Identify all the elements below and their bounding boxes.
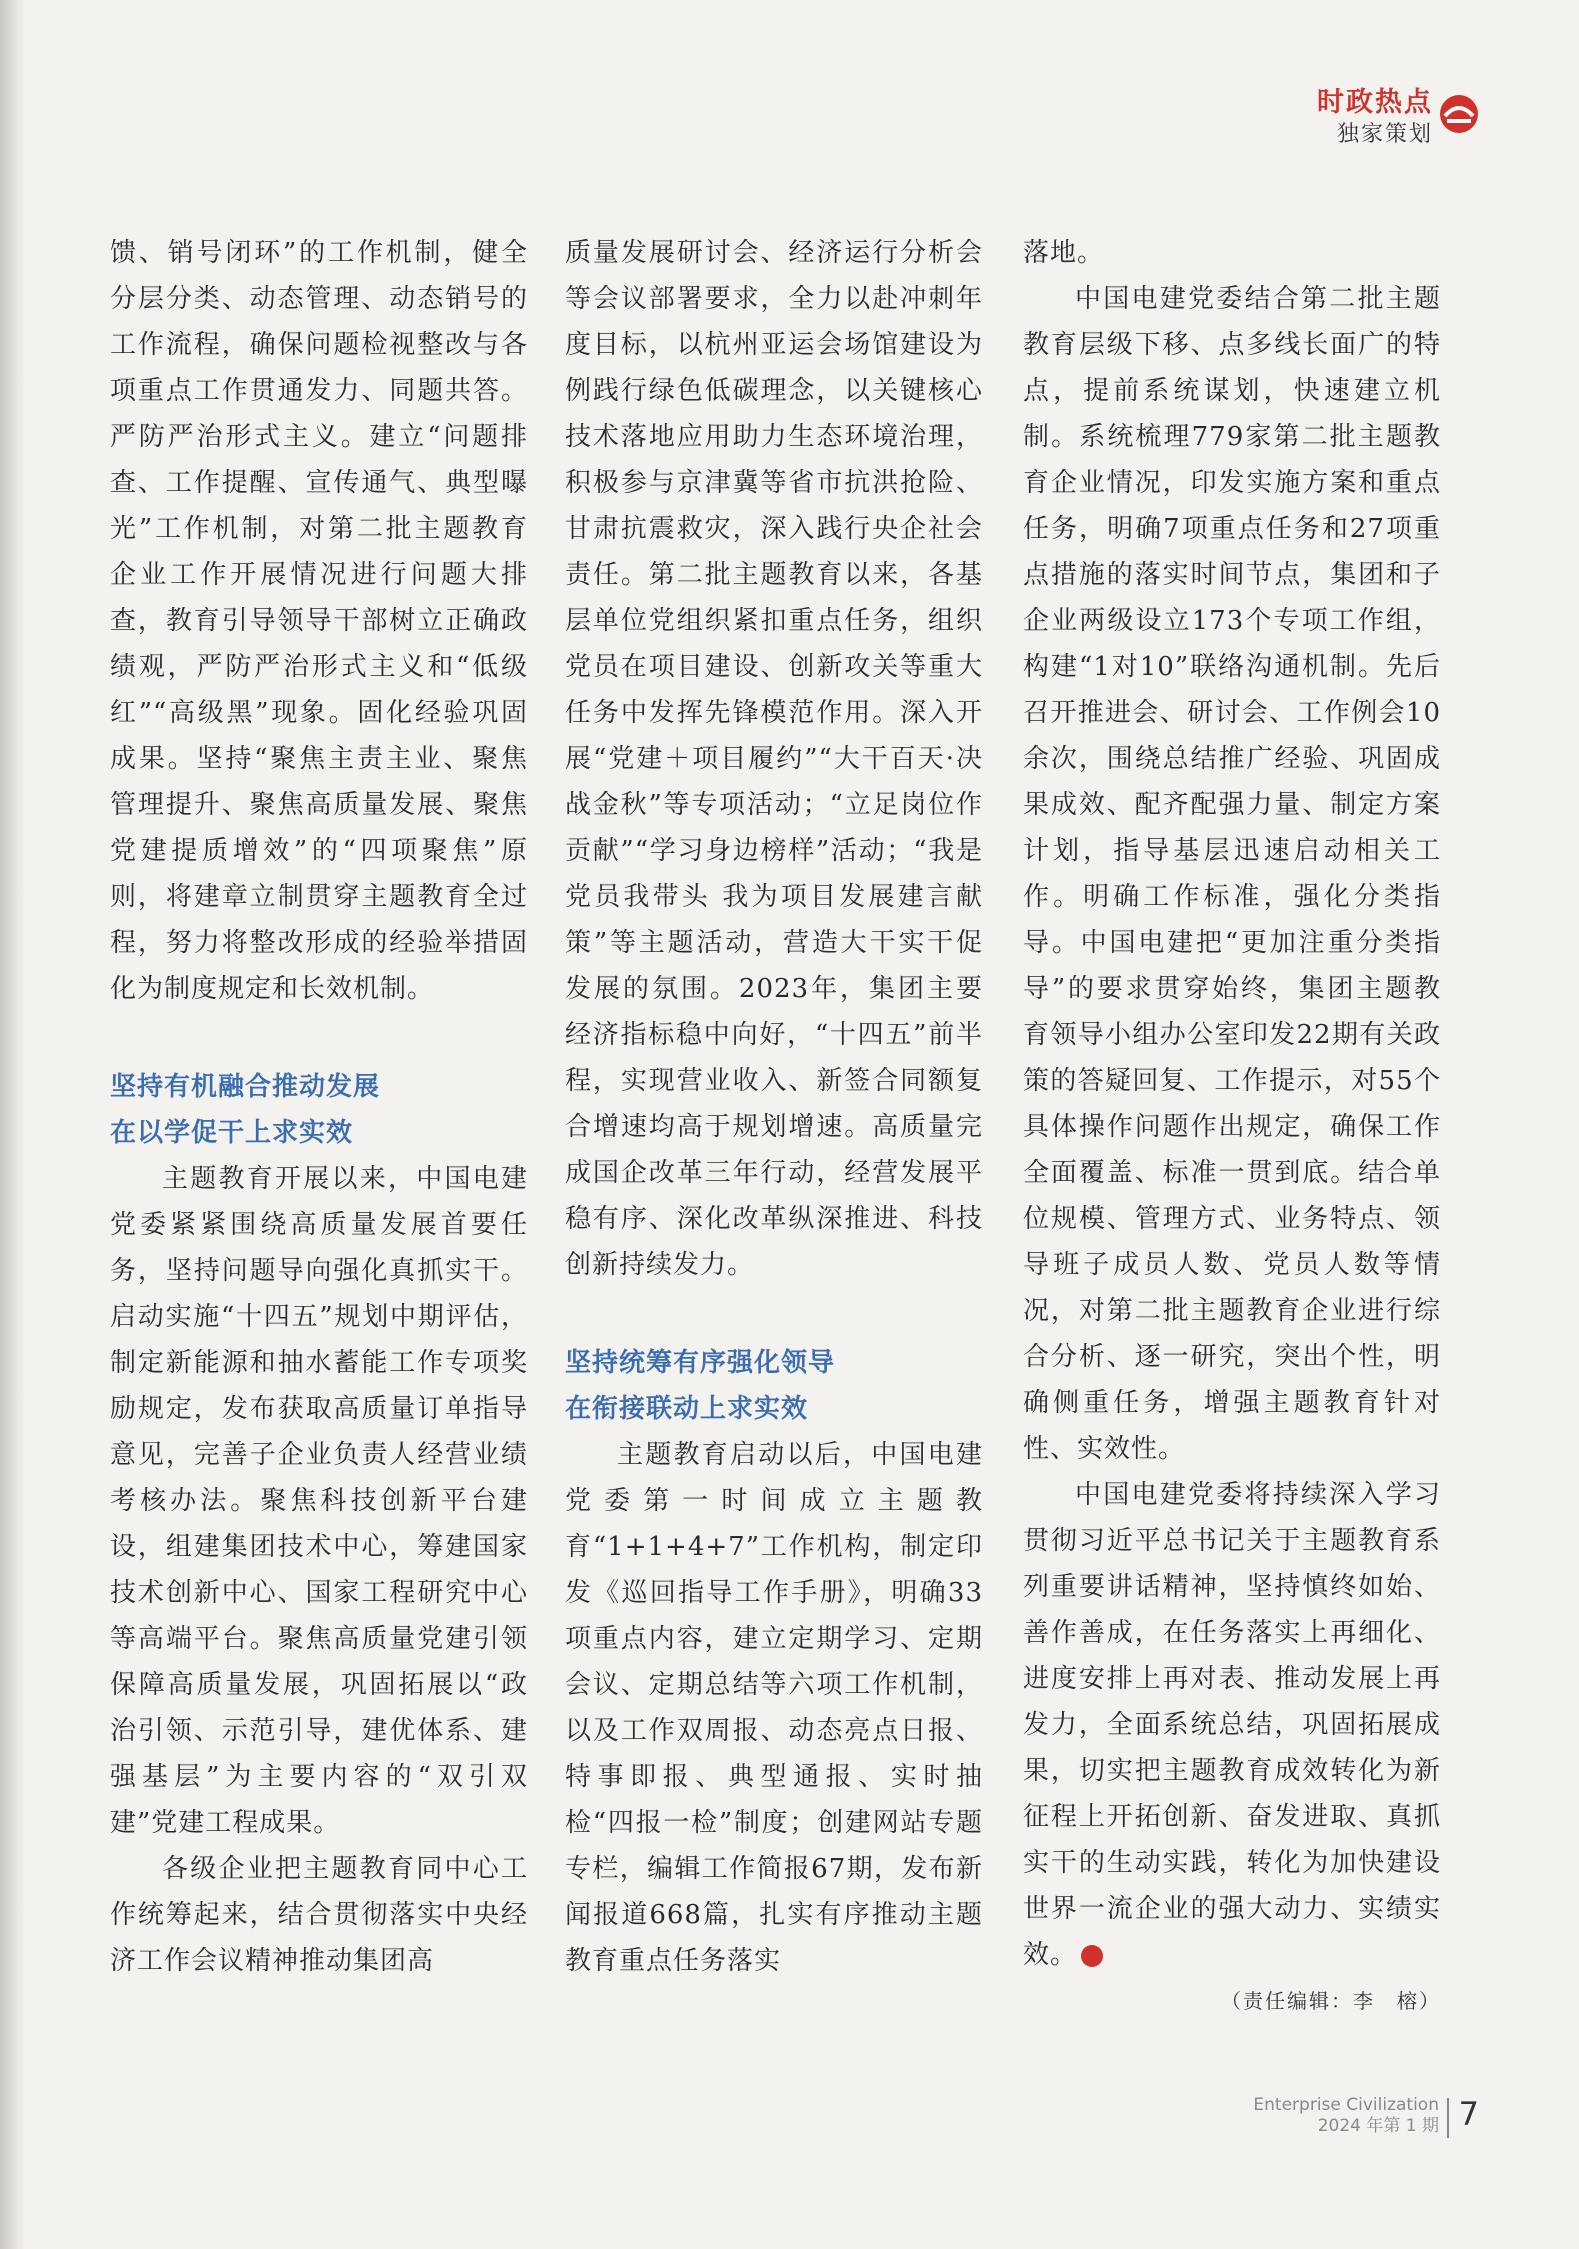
paragraph: 中国电建党委将持续深入学习贯彻习近平总书记关于主题教育系列重要讲话精神，坚持慎终如始、善作善成，在任务落实上再细化、进度安排上再对表、推动发展上再发力，全面系统总结，巩固拓展成果，切实把主题教育成效转化为新征程上开拓创新、奋发进取、真抓实干的生动实践，转化为加快建设世界一流企业的强大动力、实绩实效。: [1023, 1480, 1441, 1970]
magazine-name: Enterprise Civilization: [1253, 2095, 1439, 2115]
section-header: [1317, 86, 1433, 150]
issue-number: 2024 年第 1 期: [1317, 2116, 1439, 2136]
article-end-icon: [1081, 1945, 1103, 1967]
section-heading: 在以学促干上求实效: [110, 1118, 354, 1148]
magazine-logo-icon: [1439, 92, 1479, 136]
paragraph: 主题教育开展以来，中国电建党委紧紧围绕高质量发展首要任务，坚持问题导向强化真抓实干。启动实施“十四五”规划中期评估，制定新能源和抽水蓄能工作专项奖励规定，发布获取高质量订单指导意见，完善子企业负责人经营业绩考核办法。聚焦科技创新平台建设，组建集团技术中心，筹建国家技术创新中心、国家工程研究中心等高端平台。聚焦高质量党建引领保障高质量发展，巩固拓展以“政治引领、示范引导，建优体系、建强基层”为主要内容的“双引双建”党建工程成果。: [110, 1164, 528, 1838]
page-footer: [1253, 2095, 1439, 2137]
paragraph: 质量发展研讨会、经济运行分析会等会议部署要求，全力以赴冲刺年度目标，以杭州亚运会场馆建设为例践行绿色低碳理念，以关键核心技术落地应用助力生态环境治理，积极参与京津冀等省市抗洪抢险、甘肃抗震救灾，深入践行央企社会责任。第二批主题教育以来，各基层单位党组织紧扣重点任务，组织党员在项目建设、创新攻关等重大任务中发挥先锋模范作用。深入开展“党建＋项目履约”“大干百天·决战金秋”等专项活动；“立足岗位作贡献”“学习身边榜样”活动；“我是党员我带头 我为项目发展建言献策”等主题活动，营造大干实干促发展的氛围。2023年，集团主要经济指标稳中向好，“十四五”前半程，实现营业收入、新签合同额复合增速均高于规划增速。高质量完成国企改革三年行动，经营发展平稳有序、深化改革纵深推进、科技创新持续发力。: [565, 238, 983, 1280]
paragraph: 各级企业把主题教育同中心工作统筹起来，结合贯彻落实中央经济工作会议精神推动集团高: [110, 1854, 528, 1976]
section-heading: 坚持有机融合推动发展: [110, 1072, 381, 1102]
text-column-2: [565, 230, 983, 1984]
page-number: 7: [1458, 2095, 1479, 2133]
paragraph: 中国电建党委结合第二批主题教育层级下移、点多线长面广的特点，提前系统谋划，快速建立机制。系统梳理779家第二批主题教育企业情况，印发实施方案和重点任务，明确7项重点任务和27项重点措施的落实时间节点，集团和子企业两级设立173个专项工作组，构建“1对10”联络沟通机制。先后召开推进会、研讨会、工作例会10余次，围绕总结推广经验、巩固成果成效、配齐配强力量、制定方案计划，指导基层迅速启动相关工作。明确工作标准，强化分类指导。中国电建把“更加注重分类指导”的要求贯穿始终，集团主题教育领导小组办公室印发22期有关政策的答疑回复、工作提示，对55个具体操作问题作出规定，确保工作全面覆盖、标准一贯到底。结合单位规模、管理方式、业务特点、领导班子成员人数、党员人数等情况，对第二批主题教育企业进行综合分析、逐一研究，突出个性，明确侧重任务，增强主题教育针对性、实效性。: [1023, 284, 1441, 1464]
section-heading: 在衔接联动上求实效: [565, 1394, 809, 1424]
text-column-1: [110, 230, 528, 1984]
text-column-3: [1023, 230, 1441, 2018]
section-kicker: 时政热点: [1317, 87, 1433, 118]
editor-credit: （责任编辑：李 榕）: [1221, 1989, 1441, 2013]
paragraph: 馈、销号闭环”的工作机制，健全分层分类、动态管理、动态销号的工作流程，确保问题检视整改与各项重点工作贯通发力、同题共答。严防严治形式主义。建立“问题排查、工作提醒、宣传通气、典型曝光”工作机制，对第二批主题教育企业工作开展情况进行问题大排查，教育引导领导干部树立正确政绩观，严防严治形式主义和“低级红”“高级黑”现象。固化经验巩固成果。坚持“聚焦主责主业、聚焦管理提升、聚焦高质量发展、聚焦党建提质增效”的“四项聚焦”原则，将建章立制贯穿主题教育全过程，努力将整改形成的经验举措固化为制度规定和长效机制。: [110, 238, 528, 1004]
section-subtitle: 独家策划: [1336, 122, 1433, 147]
paragraph: 主题教育启动以后，中国电建党委第一时间成立主题教育“1+1+4+7”工作机构，制定印发《巡回指导工作手册》，明确33项重点内容，建立定期学习、定期会议、定期总结等六项工作机制，以及工作双周报、动态亮点日报、特事即报、典型通报、实时抽检“四报一检”制度；创建网站专题专栏，编辑工作简报67期，发布新闻报道668篇，扎实有序推动主题教育重点任务落实: [565, 1440, 983, 1976]
section-heading: 坚持统筹有序强化领导: [565, 1348, 836, 1378]
footer-divider: [1447, 2098, 1449, 2138]
page-spine-shadow: [0, 0, 26, 2249]
paragraph: 落地。: [1023, 238, 1105, 268]
